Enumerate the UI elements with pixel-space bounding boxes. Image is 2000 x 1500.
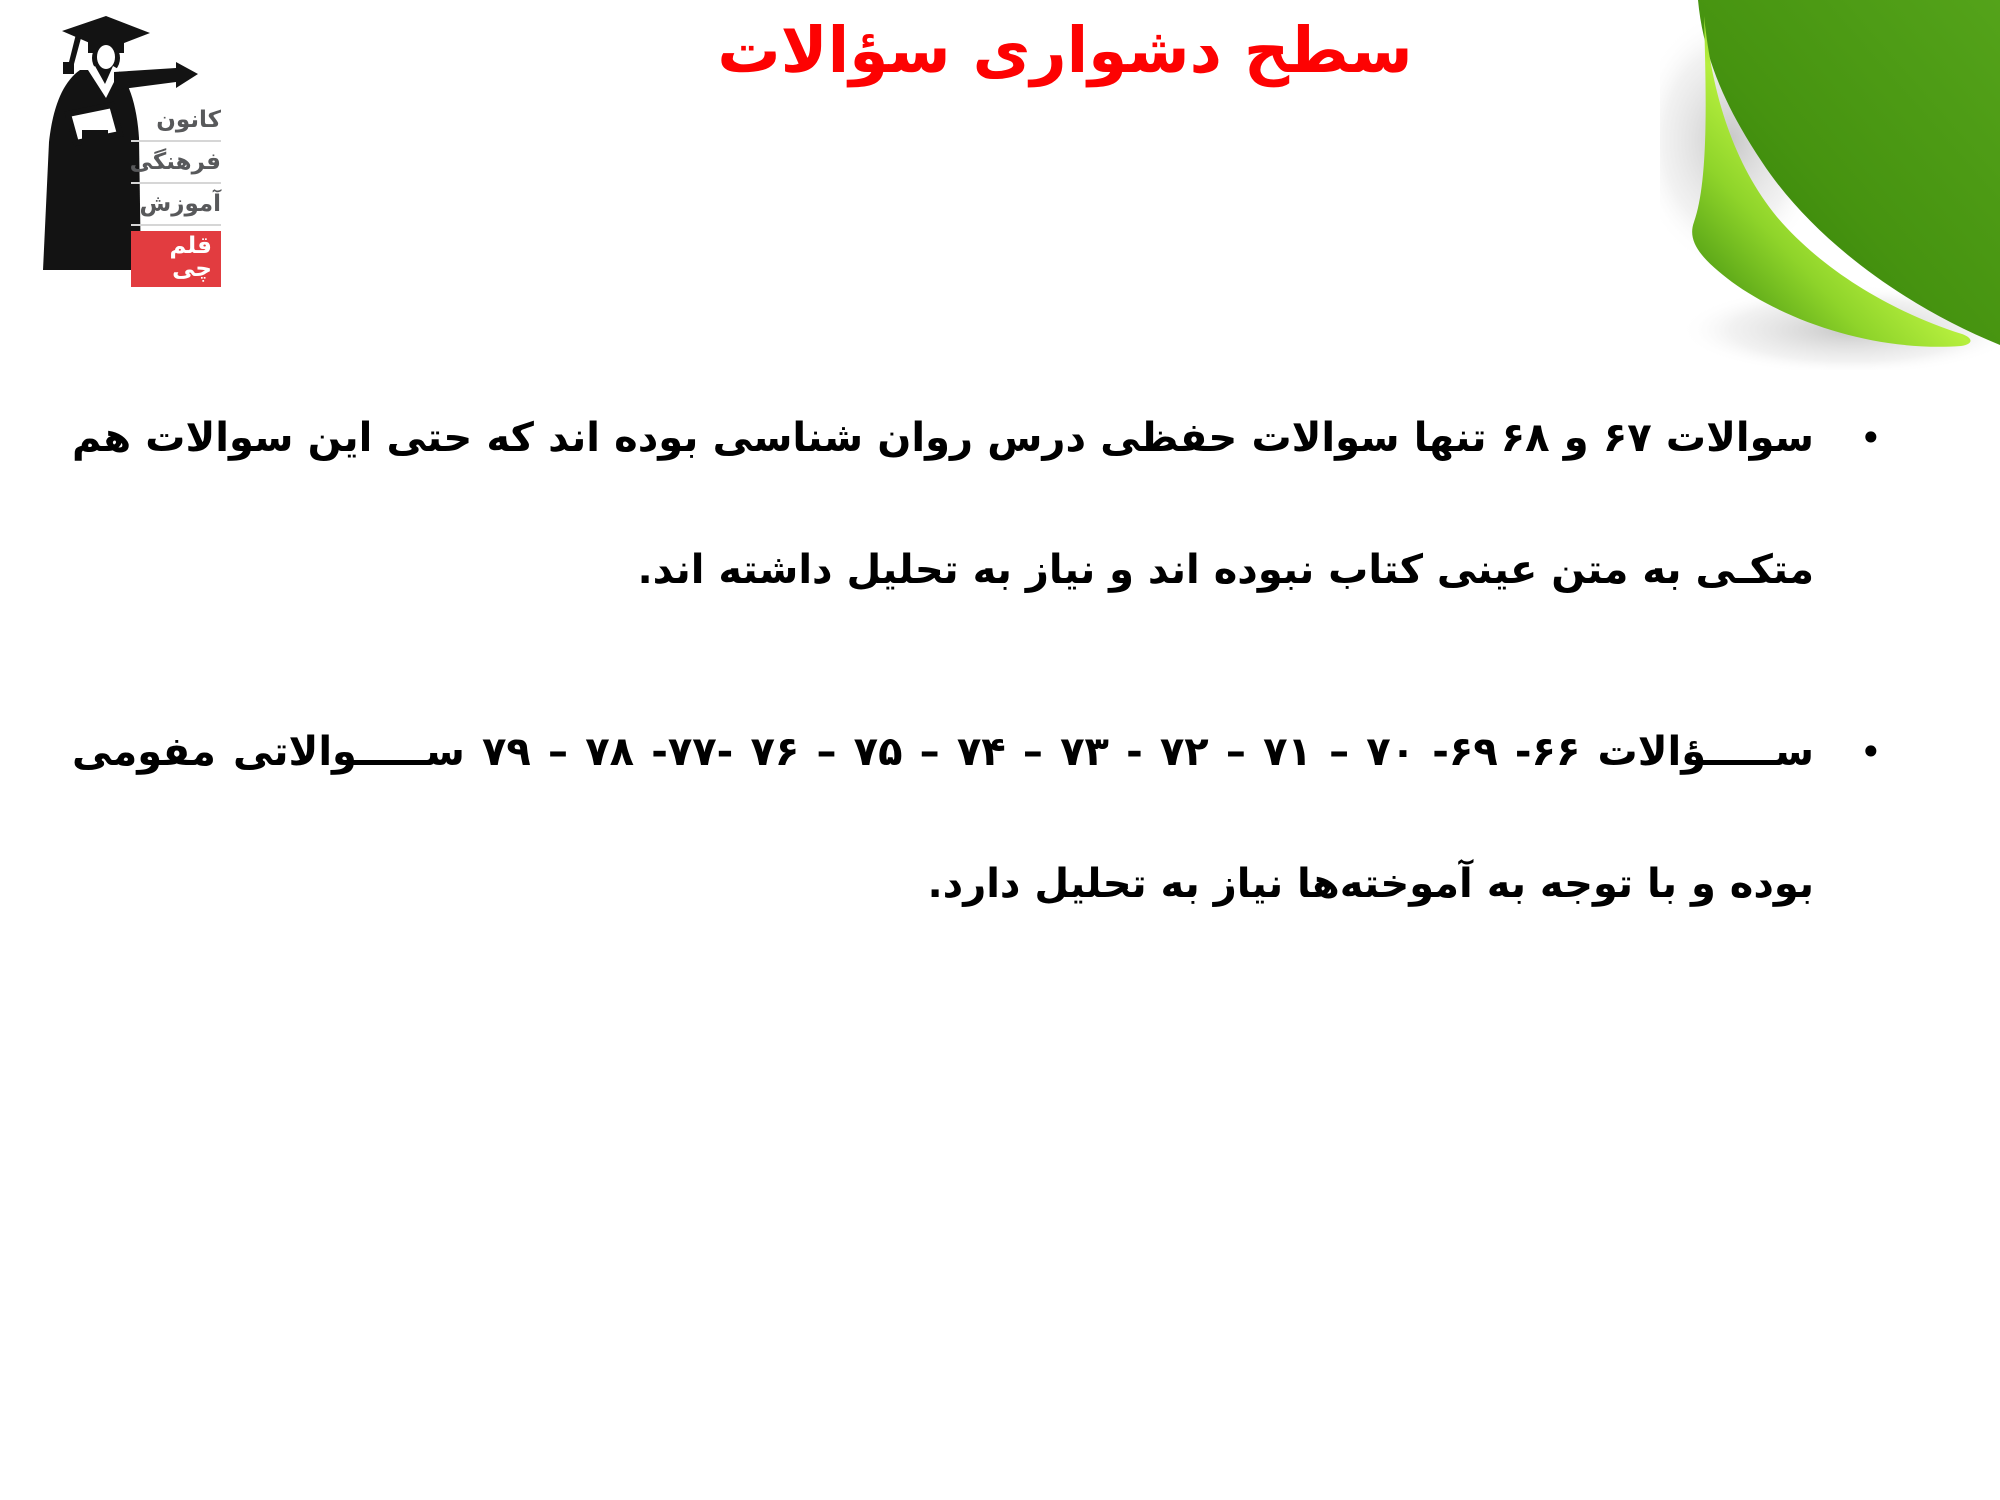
- logo-text-column: [131, 100, 221, 287]
- logo-word-farhangi: فرهنگی: [131, 142, 221, 184]
- page-curl-decoration: [1660, 0, 2000, 370]
- logo-word-amoozesh: آموزش: [131, 184, 221, 226]
- list-item: [72, 372, 1882, 636]
- list-item: [72, 686, 1882, 950]
- bullet-icon: •: [1859, 416, 1882, 460]
- page-title: سطح دشواری سؤالات: [717, 14, 1413, 87]
- bullet-icon: •: [1859, 730, 1882, 774]
- bullet-list: [72, 372, 1882, 1000]
- logo-word-kanoon: کانون: [131, 100, 221, 142]
- bullet-text-2: ســـــؤالات ۶۶- ۶۹- ۷۰ – ۷۱ – ۷۲ - ۷۳ – ۷۴ – ۷۵ – ۷۶ -۷۷- ۷۸ – ۷۹ ســـــوالاتی مفومی بوده و با توجه به آموخته‌ها نیاز به تحلیل دارد.: [72, 729, 1815, 907]
- bullet-text-1: سوالات ۶۷ و ۶۸ تنها سوالات حفظی درس روان شناسی بوده اند که حتی این سوالات هم متکـی به متن عینی کتاب نبوده اند و نیاز به تحلیل داشته اند.: [72, 415, 1814, 593]
- logo-badge-ghalamchi: قلم چی: [131, 231, 221, 287]
- logo: [28, 8, 221, 282]
